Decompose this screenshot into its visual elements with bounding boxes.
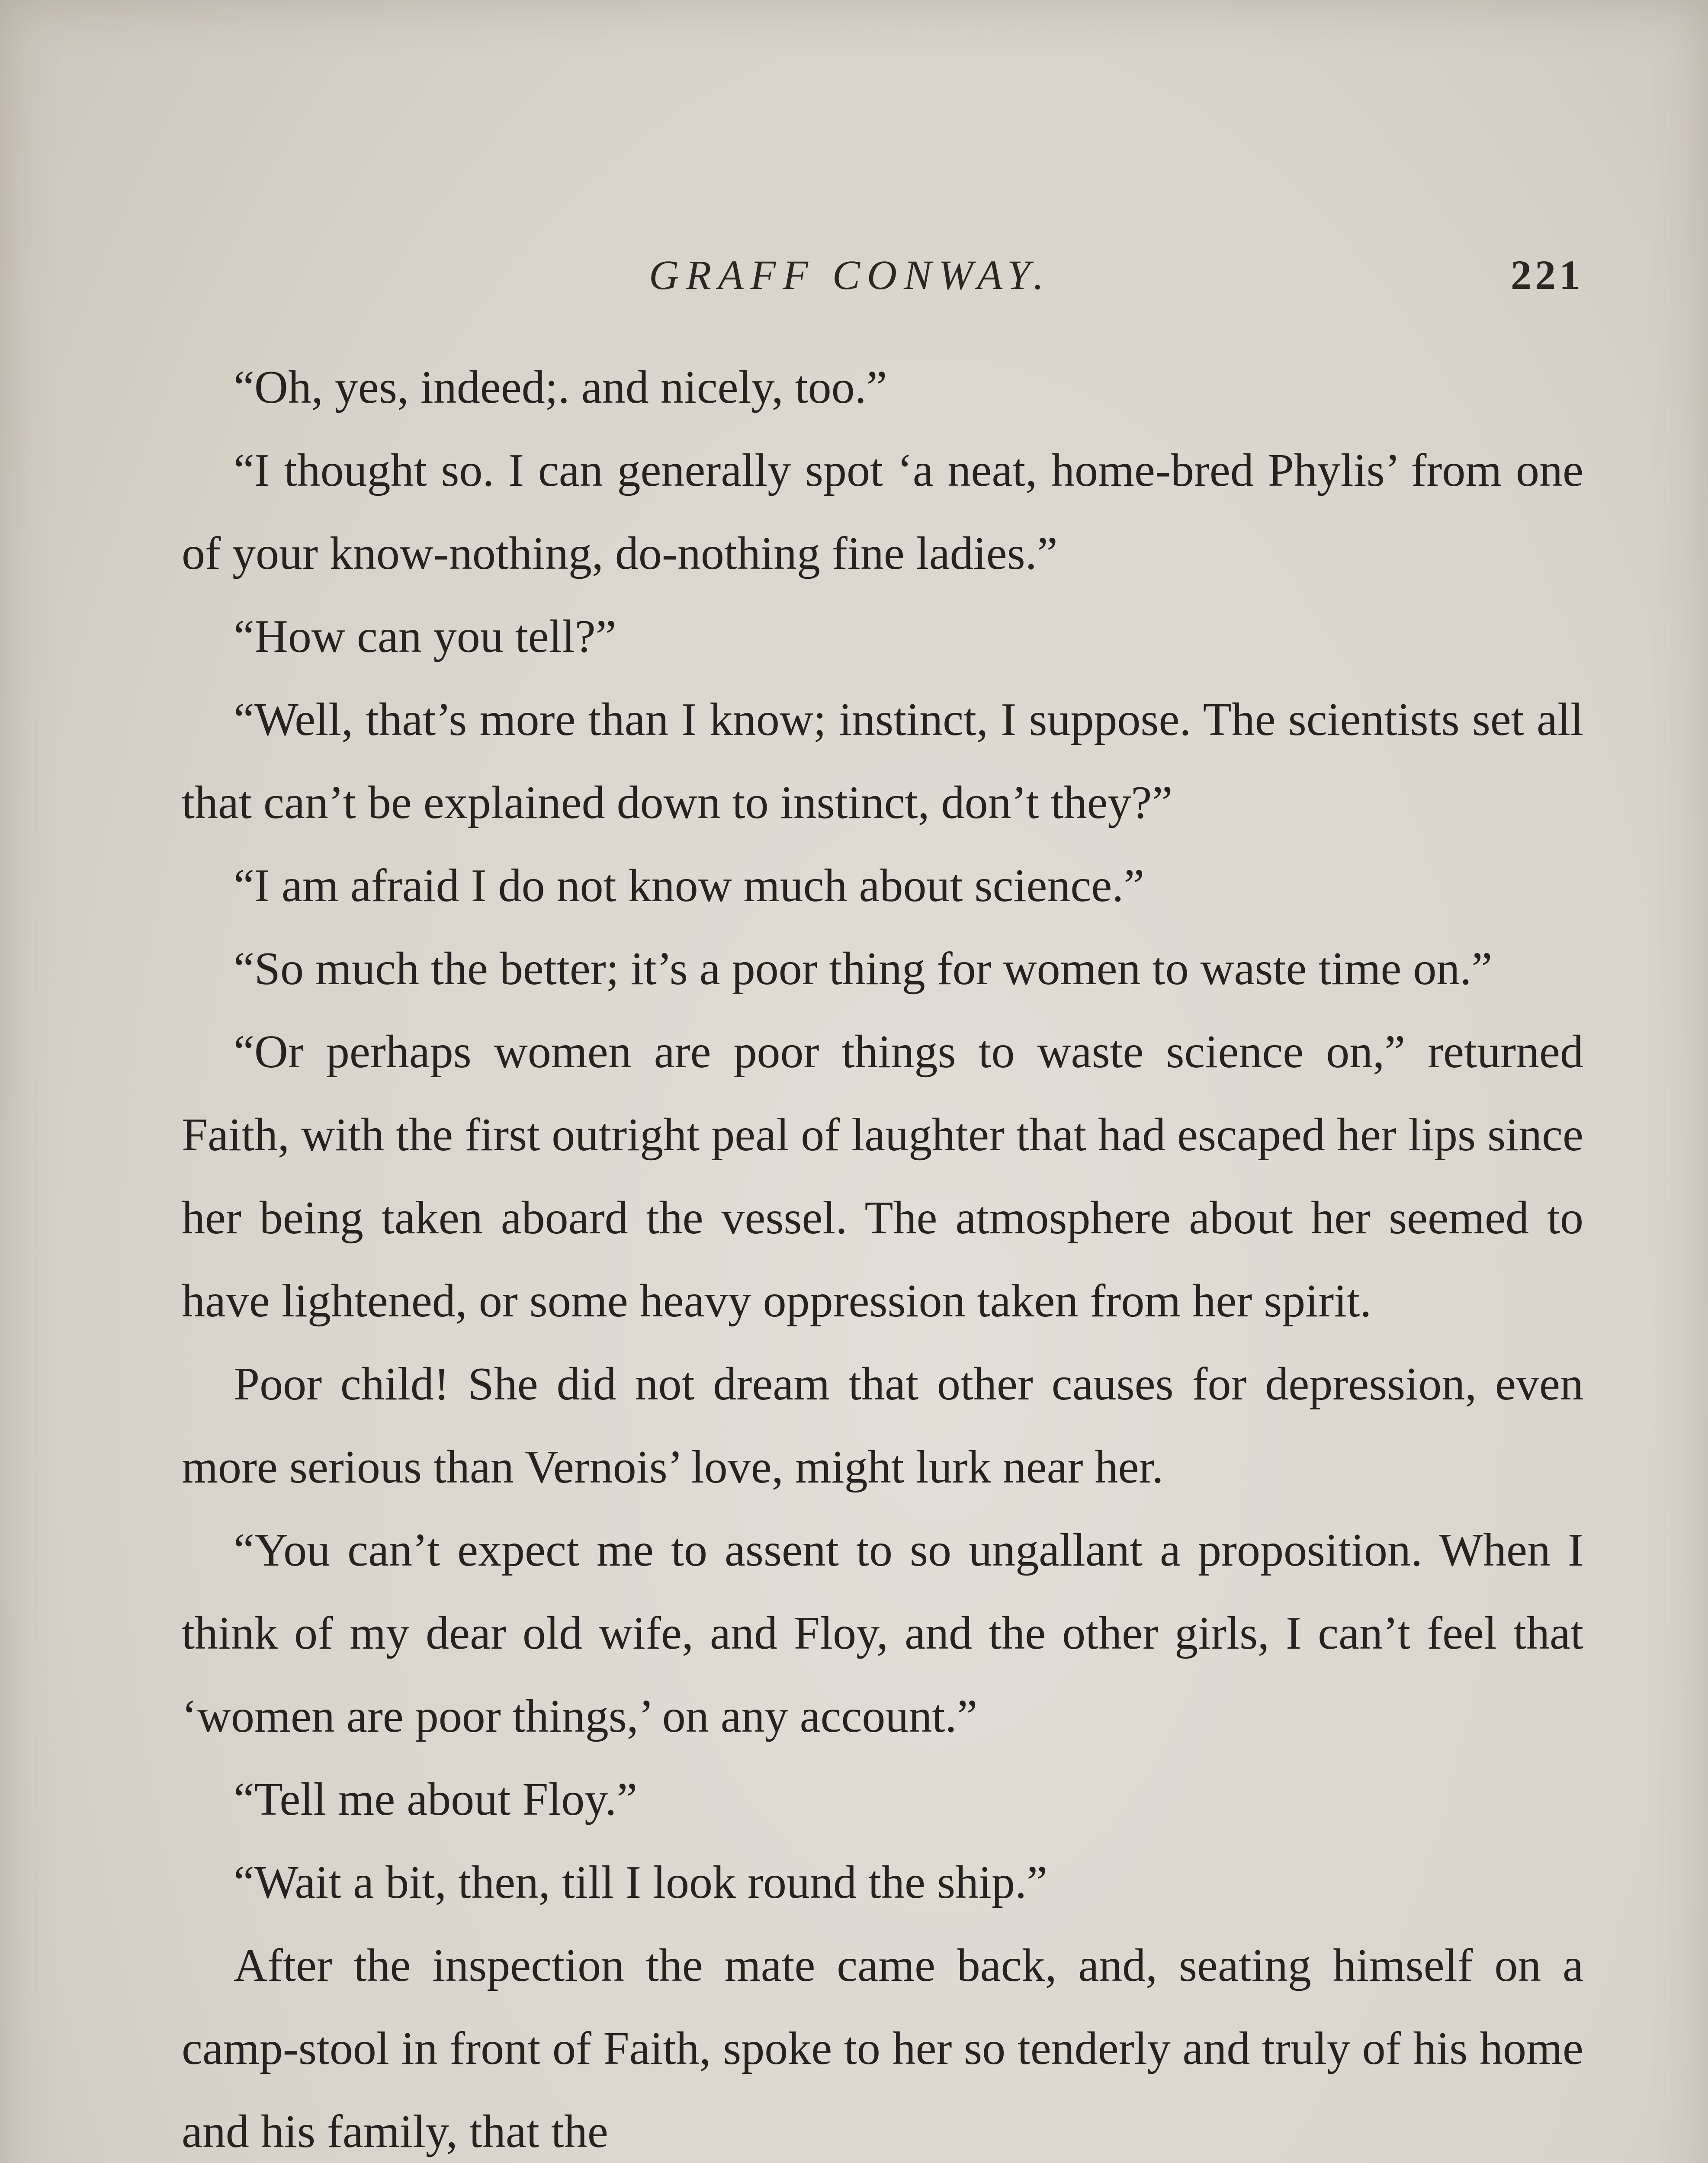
page-header bbox=[182, 242, 1583, 311]
page-number: 221 bbox=[1511, 252, 1583, 298]
paragraph: “Well, that’s more than I know; instinct, I suppose. The scientists set all that can’t be explained down to instinct, don’t they?” bbox=[182, 694, 1583, 828]
paragraph: “I thought so. I can generally spot ‘a neat, home-bred Phylis’ from one of your know-nothing, do-nothing fine ladies.” bbox=[182, 445, 1583, 579]
paragraph: “Or perhaps women are poor things to waste science on,” returned Faith, with the first outright peal of laughter that had escaped her lips since her being taken aboard the vessel. The atmosphere about her seemed to have lightened, or some heavy oppression taken from her spirit. bbox=[182, 1026, 1583, 1327]
paragraph: “Wait a bit, then, till I look round the ship.” bbox=[234, 1857, 1047, 1908]
paragraph: “So much the better; it’s a poor thing for women to waste time on.” bbox=[234, 943, 1493, 995]
body-text bbox=[182, 346, 1583, 2163]
running-head: GRAFF CONWAY. bbox=[649, 252, 1051, 298]
paragraph: “How can you tell?” bbox=[234, 611, 616, 662]
paragraph: “Oh, yes, indeed;. and nicely, too.” bbox=[234, 362, 887, 413]
paragraph: After the inspection the mate came back, and, seating himself on a camp-stool in front of Faith, spoke to her so tenderly and truly of his home and his family, that the bbox=[182, 1940, 1583, 2157]
paragraph: “You can’t expect me to assent to so ungallant a proposition. When I think of my dear old wife, and Floy, and the other girls, I can’t feel that ‘women are poor things,’ on any account.” bbox=[182, 1524, 1583, 1742]
paragraph: “Tell me about Floy.” bbox=[234, 1774, 638, 1825]
paragraph: “I am afraid I do not know much about science.” bbox=[234, 860, 1145, 911]
paragraph: Poor child! She did not dream that other causes for depression, even more serious than Vernois’ love, might lurk near her. bbox=[182, 1358, 1583, 1493]
